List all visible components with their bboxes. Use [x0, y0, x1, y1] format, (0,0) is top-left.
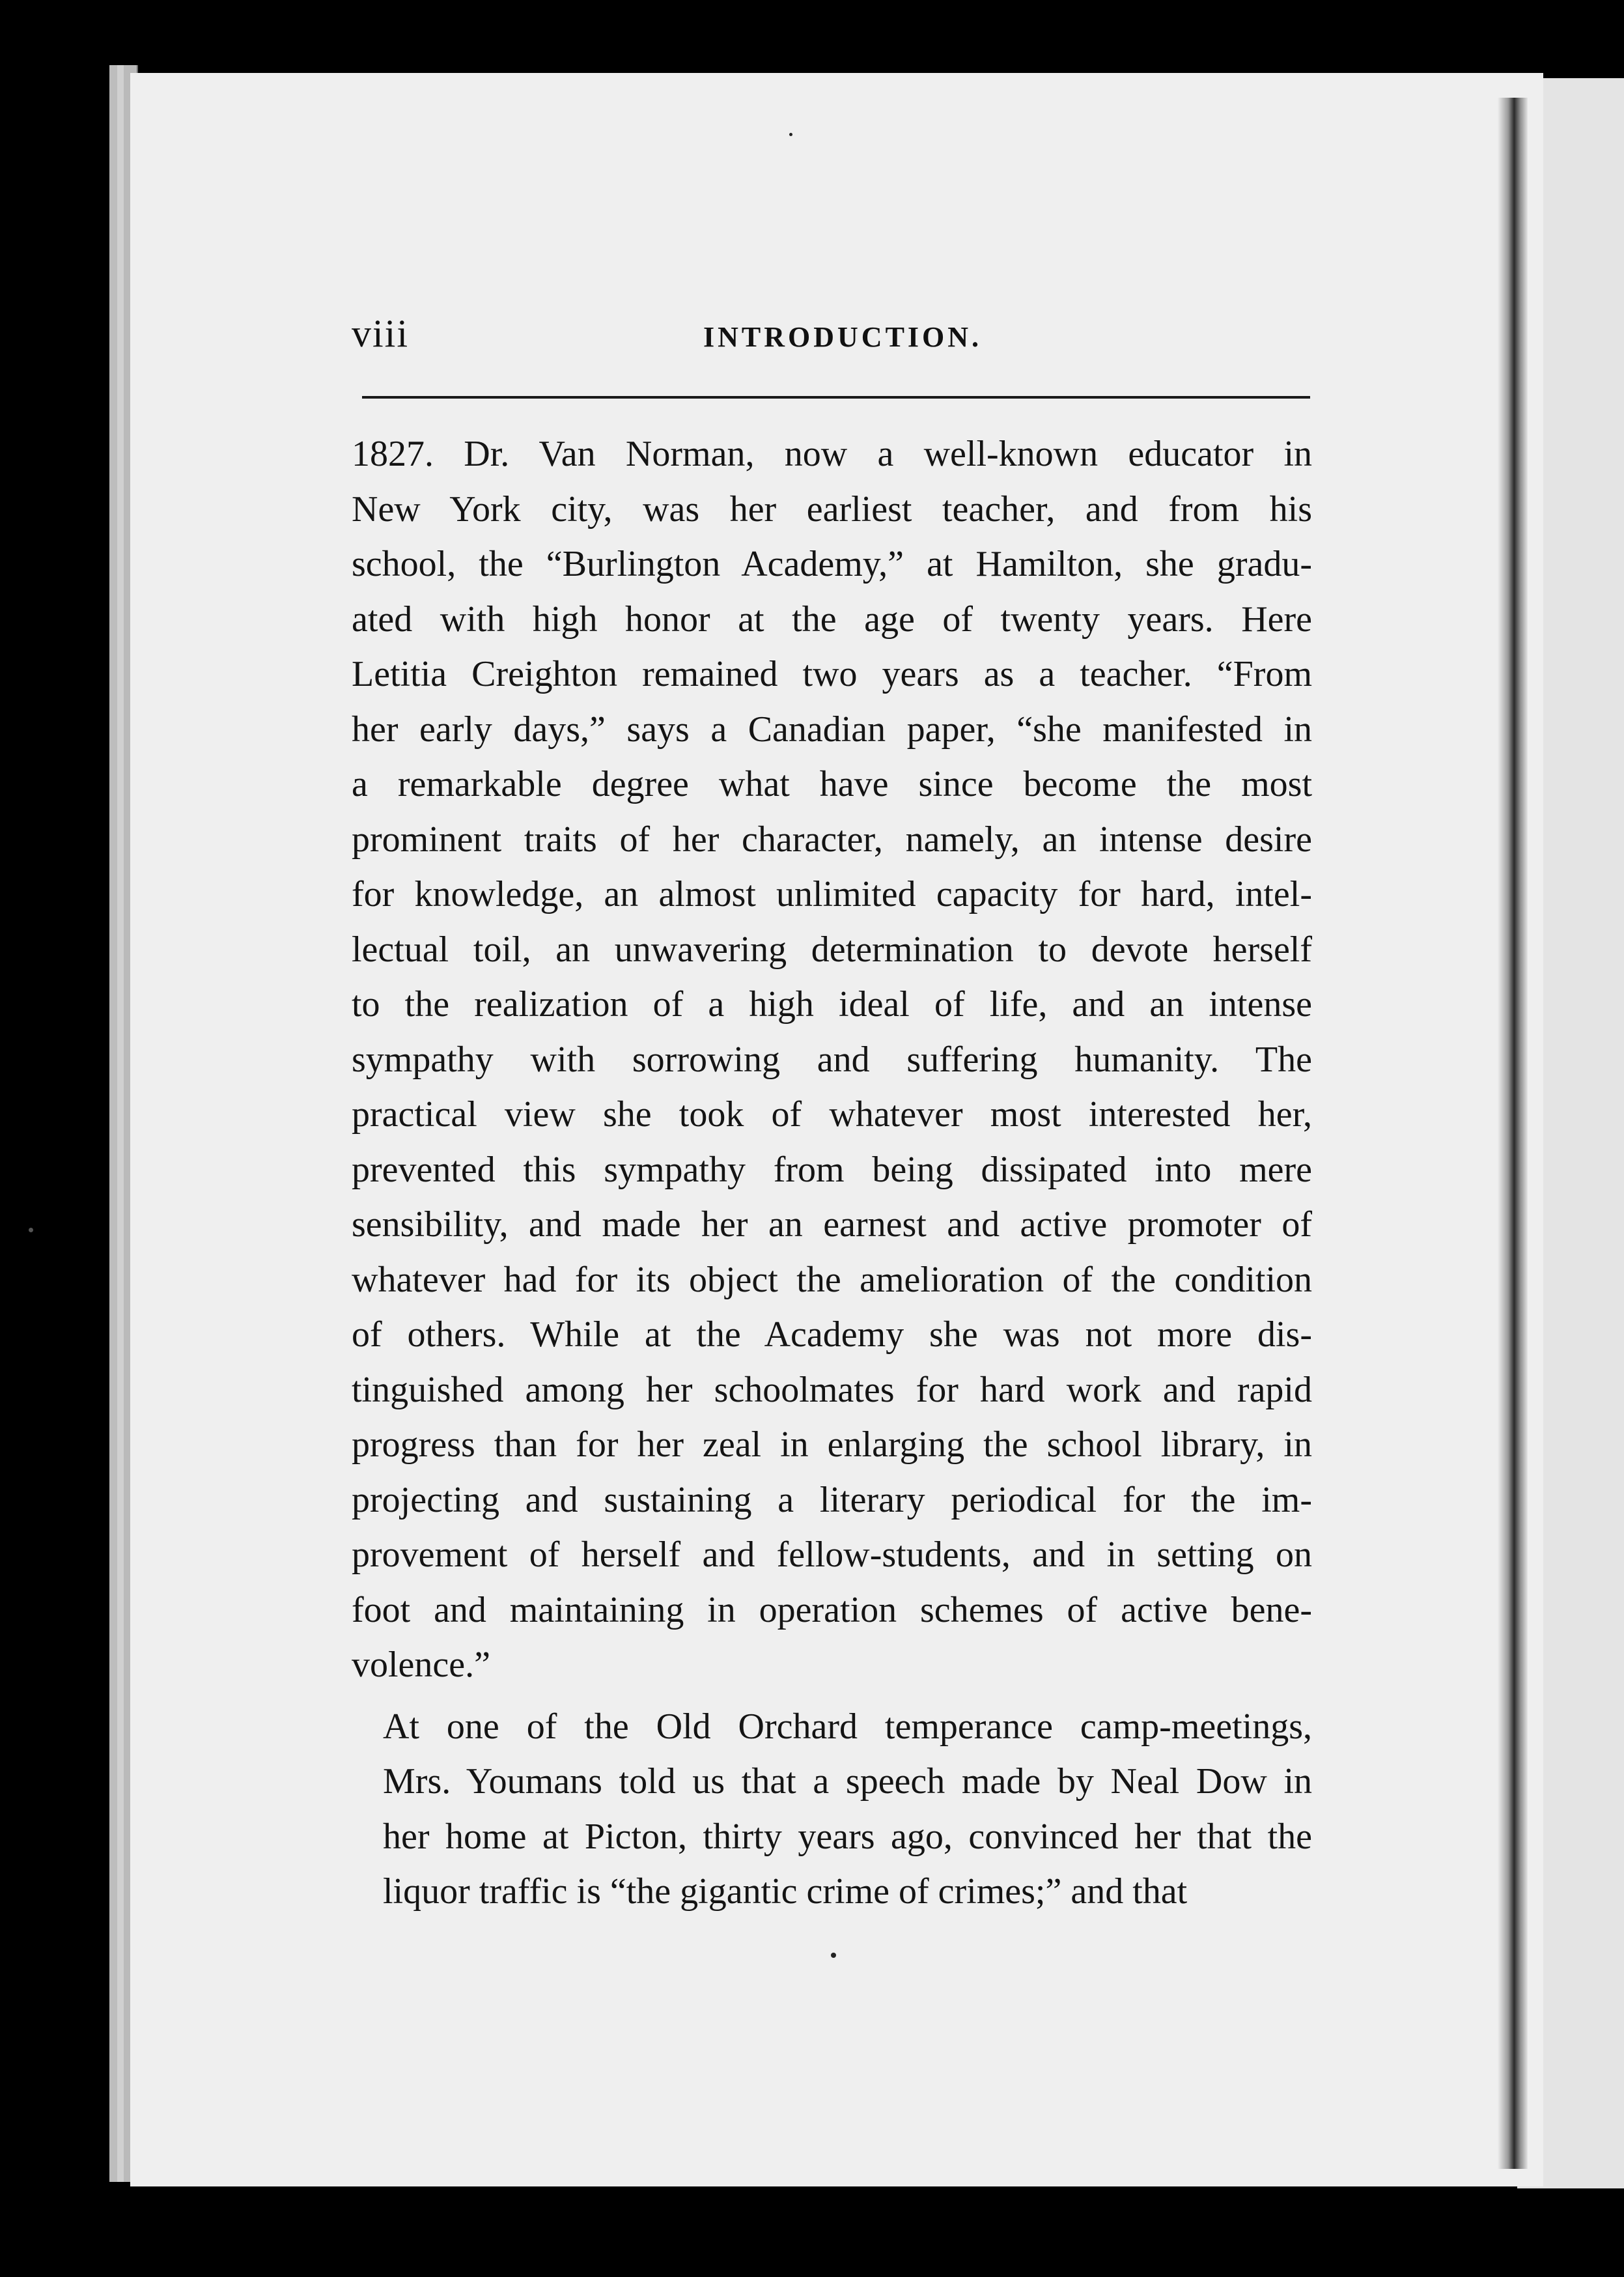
text-line: practical view she took of whatever most interested her,: [352, 1094, 1312, 1135]
text-line: her early days,” says a Canadian paper, “she manifested in: [352, 709, 1312, 750]
page-number: viii: [352, 312, 410, 355]
paragraph-1: [352, 427, 1312, 1693]
text-line: volence.”: [352, 1645, 490, 1685]
paragraph-2: [352, 1699, 1312, 1919]
text-line: sensibility, and made her an earnest and active promoter of: [352, 1204, 1312, 1245]
text-line: whatever had for its object the amelioration of the condition: [352, 1259, 1312, 1300]
text-line: her home at Picton, thirty years ago, convinced her that the: [383, 1816, 1312, 1857]
text-line: lectual toil, an unwavering determination to devote herself: [352, 929, 1312, 970]
text-line: prevented this sympathy from being dissipated into mere: [352, 1149, 1312, 1190]
text-line: prominent traits of her character, namely, an intense desire: [352, 819, 1312, 860]
body-text: [352, 427, 1312, 1919]
text-line: New York city, was her earliest teacher, and from his: [352, 488, 1312, 530]
text-line: Mrs. Youmans told us that a speech made by Neal Dow in: [383, 1761, 1312, 1802]
text-line: to the realization of a high ideal of life, and an intense: [352, 984, 1312, 1025]
text-line: provement of herself and fellow-students, and in setting on: [352, 1534, 1312, 1575]
text-line: of others. While at the Academy she was not more dis-: [352, 1314, 1312, 1355]
text-line: for knowledge, an almost unlimited capacity for hard, intel-: [352, 874, 1312, 914]
text-line: foot and maintaining in operation schemes of active bene-: [352, 1589, 1312, 1630]
text-line: At one of the Old Orchard temperance camp-meetings,: [383, 1706, 1312, 1747]
running-head: [352, 311, 1309, 363]
ink-speck: [29, 1228, 33, 1232]
text-line: 1827. Dr. Van Norman, now a well-known educator in: [352, 434, 1312, 474]
running-title: INTRODUCTION.: [703, 321, 983, 353]
text-line: school, the “Burlington Academy,” at Hamilton, she gradu-: [352, 544, 1312, 584]
text-line: projecting and sustaining a literary periodical for the im-: [352, 1479, 1312, 1520]
ink-speck: [831, 1953, 836, 1958]
text-line: Letitia Creighton remained two years as a teacher. “From: [352, 654, 1312, 694]
header-rule: [362, 396, 1310, 399]
text-line: tinguished among her schoolmates for hard work and rapid: [352, 1369, 1312, 1410]
text-line: ated with high honor at the age of twenty years. Here: [352, 599, 1312, 640]
book-gutter: [1498, 98, 1528, 2169]
ink-speck: [789, 133, 792, 136]
text-line: progress than for her zeal in enlarging the school library, in: [352, 1424, 1312, 1465]
text-line: liquor traffic is “the gigantic crime of crimes;” and that: [383, 1871, 1188, 1912]
text-line: sympathy with sorrowing and suffering humanity. The: [352, 1039, 1312, 1080]
text-line: a remarkable degree what have since become the most: [352, 764, 1312, 804]
